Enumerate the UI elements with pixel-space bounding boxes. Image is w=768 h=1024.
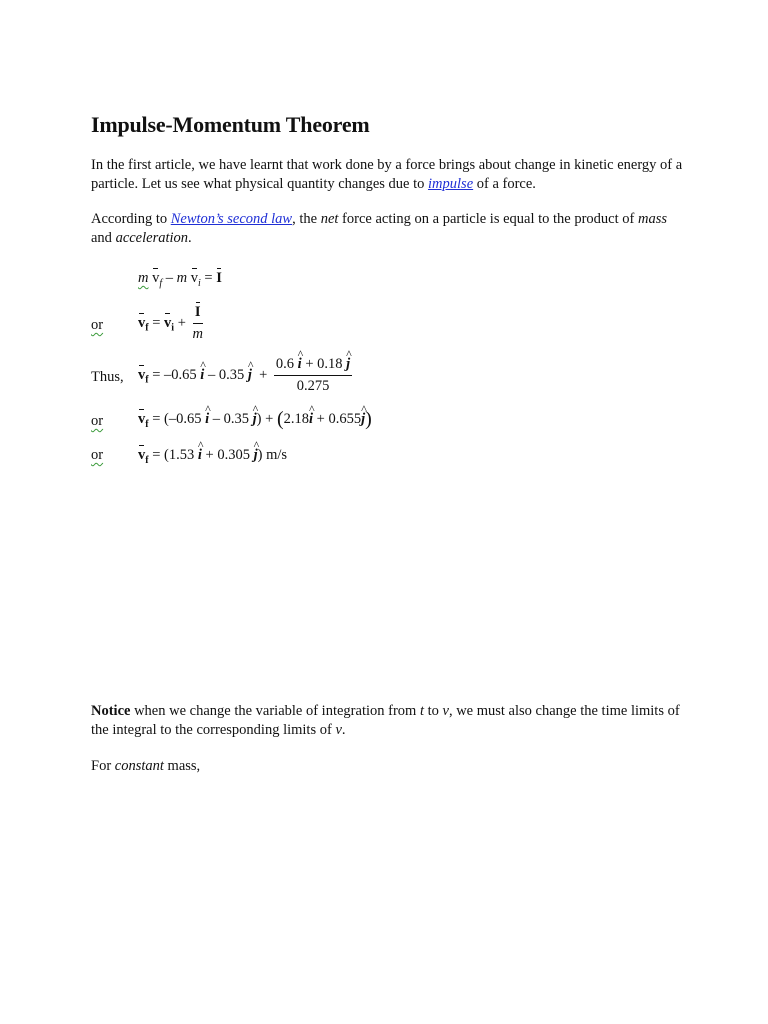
eq1-i-sub: i	[198, 277, 201, 289]
newton-text-mid: , the	[292, 211, 321, 227]
equation-sum	[138, 408, 372, 431]
constant-mass-paragraph	[91, 757, 691, 776]
eq4-close-plus: ) +	[256, 411, 274, 427]
newton-text-mid2: force acting on a particle is equal to the product of	[338, 211, 638, 227]
newton-text: According to	[91, 211, 171, 227]
notice-text-2: , we must also change the time limits of the integral to the corresponding limits of	[91, 703, 680, 738]
intro-paragraph	[91, 156, 691, 194]
eq5-value-a: = (1.53	[152, 447, 195, 463]
intro-text: In the first article, we have learnt that work done by a force brings about change in kinetic energy of a particle. Let us see what physical quantity changes due to	[91, 157, 683, 192]
var-v-2: v	[335, 722, 342, 738]
mass-word: mass	[637, 211, 667, 227]
eq4-label	[91, 413, 103, 430]
constant-word: constant	[114, 758, 164, 774]
impulse-link[interactable]: impulse	[428, 176, 474, 192]
equation-result	[138, 447, 287, 466]
eq2-denominator: m	[192, 326, 203, 342]
eq3-value-b: – 0.35	[207, 366, 245, 383]
eq3-denominator: 0.275	[296, 378, 330, 394]
eq1-m: m	[138, 270, 149, 286]
eq4-vf: v	[138, 411, 146, 427]
eq5-value-b: + 0.305	[205, 447, 250, 463]
eq3-num-a: 0.6	[275, 356, 295, 372]
eq3-label: Thus,	[91, 369, 124, 385]
eq2-equals: =	[152, 314, 161, 331]
notice-paragraph	[91, 702, 691, 740]
notice-to: to	[423, 703, 443, 719]
eq3-num-i-hat: ^ i	[298, 356, 302, 373]
var-t: t	[419, 703, 424, 719]
eq2-or: or	[91, 317, 104, 333]
eq5-unit: ) m/s	[257, 447, 288, 463]
equation-momentum-impulse	[138, 270, 222, 289]
eq2-numerator: I	[194, 304, 201, 320]
eq3-num-b: + 0.18	[305, 356, 343, 372]
eq5-or: or	[91, 447, 104, 463]
eq1-minus-m: – m	[165, 270, 188, 286]
period: .	[188, 230, 192, 246]
notice-period: .	[341, 722, 346, 738]
eq1-vi-vector: v	[190, 270, 198, 286]
eq3-i-hat: ^ i	[200, 367, 204, 384]
eq4-open-paren: (	[276, 408, 284, 430]
eq4-or: or	[91, 413, 104, 429]
notice-word: Notice	[91, 703, 131, 719]
newton-paragraph	[91, 210, 691, 248]
eq5-vf: v	[138, 447, 146, 463]
eq5-j-hat: ^ j	[254, 447, 258, 464]
eq2-f-sub: f	[145, 322, 149, 334]
equation-thus	[138, 356, 355, 395]
eq1-vf-vector: v	[152, 270, 160, 286]
eq4-value-a: = (–0.65	[152, 411, 202, 427]
eq4-close-paren: )	[365, 408, 372, 430]
eq1-impulse-vector: I	[216, 270, 222, 286]
newtons-second-law-link[interactable]: Newton’s second law	[170, 211, 293, 227]
eq2-i-sub: i	[171, 322, 175, 334]
eq2-fraction	[193, 304, 203, 343]
eq3-fraction	[274, 356, 352, 395]
var-v: v	[442, 703, 449, 719]
eq4-value-b: – 0.35	[212, 411, 250, 427]
eq2-vi: v	[164, 314, 172, 331]
eq3-num-j-hat: ^ j	[346, 356, 350, 373]
mass-text: mass,	[163, 758, 201, 774]
eq1-f-sub: f	[159, 277, 163, 289]
eq2-plus: +	[177, 314, 186, 331]
net-word: net	[320, 211, 339, 227]
eq4-i-hat: ^ i	[205, 411, 209, 428]
eq4-value-d: + 0.655	[316, 411, 362, 427]
eq4-i-hat-2: ^ i	[309, 411, 313, 428]
eq3-f-sub: f	[145, 374, 149, 386]
eq4-f-sub: f	[145, 418, 149, 430]
eq3-j-hat: ^ j	[248, 367, 252, 384]
page-title: Impulse-Momentum Theorem	[91, 112, 370, 137]
eq4-value-c: 2.18	[283, 411, 309, 427]
eq3-vf: v	[138, 366, 146, 383]
eq5-f-sub: f	[145, 454, 149, 466]
eq2-label	[91, 317, 103, 334]
eq3-value-a: = –0.65	[152, 366, 197, 383]
for-text: For	[91, 758, 115, 774]
eq5-label	[91, 447, 103, 464]
equation-vf-from-impulse	[138, 304, 206, 343]
eq3-plus: +	[259, 366, 268, 383]
acceleration-word: acceleration	[115, 230, 189, 246]
eq1-equals: =	[204, 270, 213, 286]
eq4-j-hat: ^ j	[253, 411, 257, 428]
intro-text-end: of a force.	[473, 176, 536, 192]
eq4-j-hat-2: ^ j	[361, 411, 365, 428]
and-word: and	[91, 230, 116, 246]
eq2-vf: v	[138, 314, 146, 331]
eq5-i-hat: ^ i	[198, 447, 202, 464]
notice-text: when we change the variable of integration from	[130, 703, 420, 719]
